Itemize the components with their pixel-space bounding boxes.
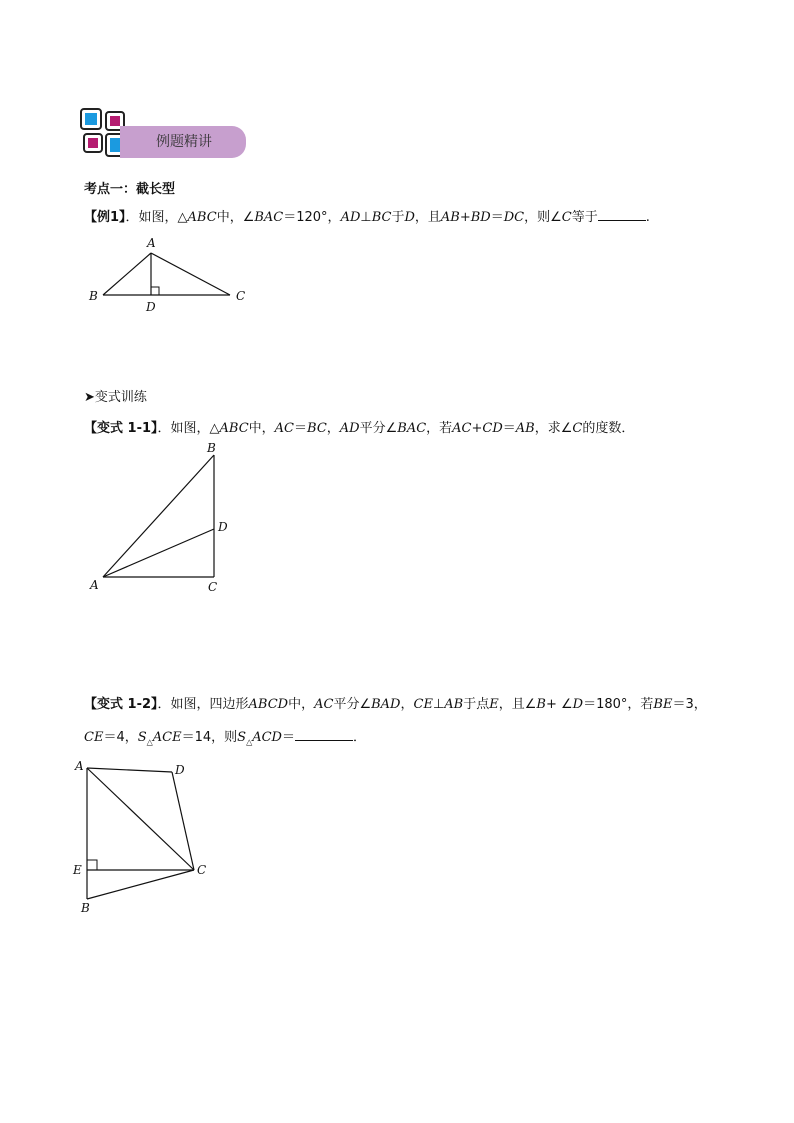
example1-question: 【例1】．如图，△ABC中，∠BAC＝120°，AD⊥BC于D，且AB+BD＝DC，则∠C等于 .: [84, 210, 650, 225]
variant-training-title: ➤变式训练: [84, 390, 147, 405]
label-d: D: [175, 763, 185, 777]
variant2-tag: 【变式 1-2】: [84, 697, 158, 712]
variant2-question-line2: CE＝4，$S_\triangle ACE=14$，则$S_\triangle ACD=$ ．: [84, 730, 367, 747]
figure-1-drawing: [90, 240, 250, 310]
label-a: A: [75, 759, 84, 773]
label-a: A: [90, 578, 99, 592]
segment-bc: [87, 870, 194, 899]
label-c: C: [197, 863, 207, 877]
label-d: D: [146, 300, 156, 314]
label-c: C: [236, 289, 246, 303]
segment-ad: [103, 529, 214, 577]
segment-ac: [87, 768, 194, 870]
variant1-question: 【变式 1-1】．如图，△ABC中，AC＝BC，AD平分∠BAC，若AC+CD＝AB，求∠C的度数．: [84, 421, 635, 436]
label-b: B: [89, 289, 98, 303]
label-a: A: [147, 236, 156, 250]
variant1-tag: 【变式 1-1】: [84, 421, 158, 436]
segment-ab: [103, 455, 214, 577]
answer-blank[interactable]: [295, 728, 353, 741]
right-angle-mark: [151, 287, 159, 295]
label-c: C: [208, 580, 218, 594]
answer-blank[interactable]: [598, 208, 646, 221]
segment-dc: [172, 772, 194, 870]
example1-tag: 【例1】: [84, 210, 126, 225]
right-angle-mark: [87, 860, 97, 870]
segment-ac: [151, 253, 230, 295]
segment-ab: [103, 253, 151, 295]
label-b: B: [207, 441, 216, 455]
banner-title: 例题精讲: [156, 134, 212, 150]
label-d: D: [218, 520, 228, 534]
figure-2-drawing: [95, 450, 235, 600]
segment-ad: [87, 768, 172, 772]
label-e: E: [73, 863, 82, 877]
figure-3-drawing: [80, 760, 210, 910]
label-b: B: [81, 901, 90, 915]
variant2-question-line1: 【变式 1-2】．如图，四边形ABCD中，AC平分∠BAD，CE⊥AB于点E，且∠B+ ∠D＝180°，若BE＝3，: [84, 697, 707, 712]
section-title: 考点一：截长型: [84, 182, 176, 197]
